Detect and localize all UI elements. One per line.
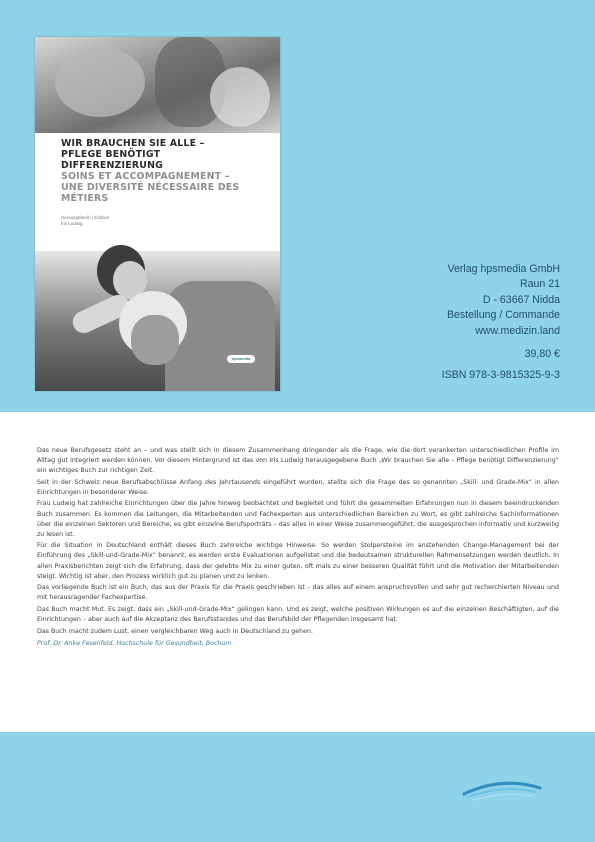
- price: 39,80 €: [524, 348, 560, 361]
- review-signature: Prof. Dr. Anke Fesenfeld, Hochschule für Gesundheit, Bochum: [37, 639, 232, 647]
- cover-editors: Herausgeberin | Éditrice Iris Ludwig: [61, 215, 110, 226]
- review-paragraph: Für die Situation in Deutschland enthält dieses Buch zahlreiche wichtige Hinweise. So werden Stolpersteine im anstehenden Change-Management bei der Einführung des „Skill-und-Grade-Mix“ benannt, es werden erste Evaluationen aufgelistet und die bedeutsamen strukturellen Rahmensetzungen werden deutlich. In allen Praxisberichten zeigt sich die Erfahrung, dass der gelebte Mix zu einer guten, oft mals zu einer besseren Qualität führt und die Motivation der Mitarbeitenden steigt. Wichtig ist aber, den Prozess wirklich gut zu planen und zu lenken.: [37, 542, 559, 580]
- publisher-name: Verlag hpsmedia GmbH: [447, 263, 560, 275]
- review-paragraph: Das Buch macht zudem Lust, einen vergleichbaren Weg auch in Deutschland zu gehen.: [37, 627, 313, 635]
- cover-photo-top: [35, 37, 280, 133]
- medizin-land-logo-icon: [462, 778, 542, 802]
- publisher-info: [340, 262, 560, 384]
- cover-text-block: [61, 138, 261, 227]
- review-paragraph: Das vorliegende Buch ist ein Buch, das aus der Praxis für die Praxis geschrieben ist – das alles auf einem anspruchsvollen und sehr gut recherchierten Niveau und mit herausragender Fachexpertise.: [37, 584, 559, 602]
- book-cover: [35, 37, 280, 391]
- review-text: [37, 446, 559, 650]
- cover-publisher-logo: hpsmedia: [227, 355, 255, 363]
- review-paragraph: Das Buch macht Mut. Es zeigt, dass ein „Skill-und-Grade-Mix“ gelingen kann. Und es zeigt, welche positiven Wirkungen es auf die einzelnen Beschäftigten, auf die Einrichtungen – aber auch auf die Akzeptanz des Berufsstandes und das Berufsbild der Pflegenden insgesamt hat.: [37, 605, 559, 623]
- review-panel: [0, 412, 595, 732]
- publisher-street: Raun 21: [519, 278, 560, 291]
- isbn: ISBN 978-3-9815325-9-3: [441, 369, 560, 382]
- review-paragraph: Das neue Berufsgesetz steht an – und was stellt sich in diesem Zusammenhang dringender als die Frage, wie die dort verankerten unterschiedlichen Profile im Alltag gut integriert werden können. Vor diesem Hintergrund ist das von Iris Ludwig herausgegebene Buch „Wir brauchen Sie alle – Pflege benötigt Differenzierung“ ein wichtiges Buch zur richtigen Zeit.: [37, 447, 559, 475]
- review-paragraph: Frau Ludwig hat zahlreiche Einrichtungen über die Jahre hinweg beobachtet und begleitet und führt die gesammelten Erfahrungen nun in diesem beeindruckenden Buch zusammen. Es kommen die Leitungen, die Mitarbeitenden und Fachexperten aus unterschiedlichen Bereichen zu Wort, es gibt zahlreiche Sachinformationen über die einzelnen Sektoren und Bereiche, es gibt einzelne Berufsporträts – das alles in einer Weise zusammengeführt, die ausgesprochen informativ und kurzweilig zu lesen ist.: [37, 500, 559, 538]
- cover-subtitle: SOINS ET ACCOMPAGNEMENT – UNE DIVERSITÉ NÉCESSAIRE DES MÉTIERS: [61, 171, 240, 204]
- publisher-website-link[interactable]: www.medizin.land: [475, 324, 560, 337]
- publisher-city: D - 63667 Nidda: [482, 293, 560, 306]
- review-paragraph: Seit in der Schweiz neue Berufsabschlüsse Anfang des Jahrtausends eingeführt wurden, stellte sich die Frage des so genannten „Skill- und Grade-Mix“ in allen Einrichtungen in besonderer Weise.: [37, 478, 559, 496]
- cover-photo-bottom: [35, 251, 280, 391]
- cover-title: WIR BRAUCHEN SIE ALLE – PFLEGE BENÖTIGT DIFFERENZIERUNG: [61, 138, 205, 171]
- order-label: Bestellung / Commande: [446, 309, 560, 322]
